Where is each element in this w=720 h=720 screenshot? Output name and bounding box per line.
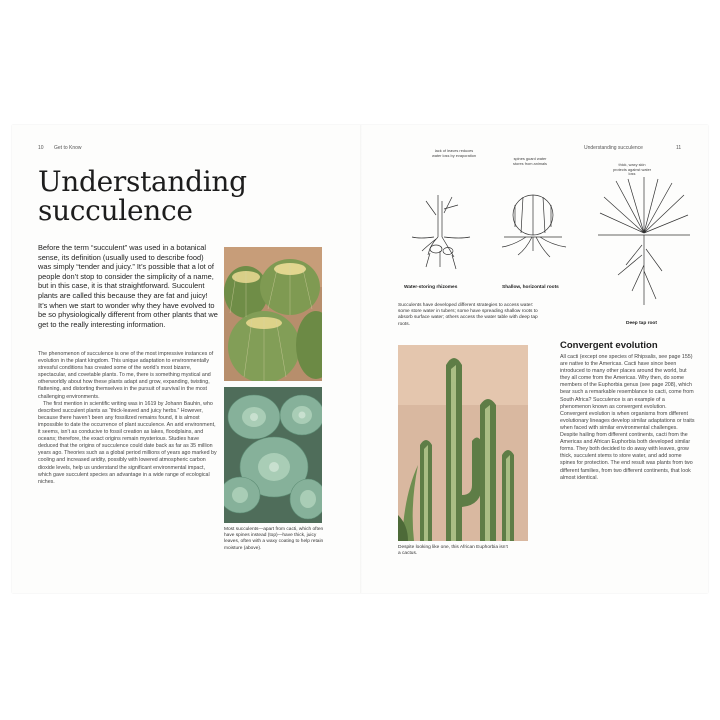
rhizome-plant-drawing xyxy=(400,175,480,275)
barrel-annotation: spines guard water stores from animals xyxy=(513,156,547,166)
euphorbia-photo xyxy=(398,345,528,541)
cactus-photo xyxy=(224,247,322,381)
cactus-photo-image xyxy=(224,247,322,381)
section-heading: Convergent evolution xyxy=(560,340,658,351)
body-paragraph-2: The first mention in scientific writing was in 1619 by Johann Bauhin, who described succulent plants as “thick-leaved and juicy herbs.” However, because there haven’t been any fossilized remains found, it is almost impossible to date the occurrence of plant succulence. An arid environment, it seems, isn’t as conducive to fossil creation as lakes, floodplains, and oceans; therefore, the exact origins remain mysterious. Studies have deduced that the origins of succulence could date back as far as 35 million years ago. Theories such as a global period millions of years ago marked by cooling and increased aridity, possibly with lowered atmospheric carbon dioxide levels, help us understand the significant environmental impact, which gave succulent species an advantage in a wide range of ecological niches. xyxy=(38,400,217,485)
title-line-2: succulence xyxy=(38,194,193,227)
echeveria-photo-image xyxy=(224,387,322,523)
rhizome-annotation: lack of leaves reduces water loss by evaporation xyxy=(431,148,477,158)
euphorbia-caption: Despite looking like one, this African Euphorbia isn’t a cactus. xyxy=(398,545,508,557)
rhizome-label: Water-storing rhizomes xyxy=(404,285,458,290)
barrel-cactus-drawing xyxy=(496,185,570,275)
tap-root-annotation: thick, waxy skin protects against water loss xyxy=(612,162,652,177)
body-text-left xyxy=(38,351,218,486)
echeveria-photo xyxy=(224,387,322,523)
tap-root-label: Deep tap root xyxy=(626,321,657,326)
left-running-head: Get to Know xyxy=(54,145,82,151)
tap-root-plant-drawing xyxy=(596,175,692,315)
right-page-number: 11 xyxy=(676,145,682,151)
body-text-right: All cacti (except one species of Rhipsalis, see page 155) are native to the Americas. Cacti have since been introduced to many other places around the world, but they all come from the Americas. Why then, do some members of the Euphorbia genus (see page 208), which bear such a remarkable resemblance to cacti, come from South Africa? Succulence is an example of a phenomenon known as convergent evolution. Convergent evolution is when organisms from different evolutionary lineages develop similar adaptations or traits when faced with similar environmental challenges. Despite hailing from different continents, cacti from the Americas and African Euphorbia both developed similar forms. They both decided to do away with leaves, grow thick, succulent stems to store water, and add some spines for protection. The end result was plants from two different families, from two different continents, that look almost identical. xyxy=(560,354,695,481)
illustration-caption: Succulents have developed different strategies to access water: some store water in tubers; some have spreading shallow roots to absorb surface water; others access the water table with deep tap roots. xyxy=(398,303,538,327)
book-spread xyxy=(12,125,708,593)
right-running-head: Understanding succulence xyxy=(584,145,643,151)
page-gutter xyxy=(360,125,362,593)
page-title xyxy=(38,167,278,225)
body-paragraph-1: The phenomenon of succulence is one of the most impressive instances of evolution in the plant kingdom. This unique adaptation to environmentally stressful conditions has created some of the world’s most bizarre, spectacular, and covetable plants. To me, there is something mystical and otherworldly about how these plants adapt and grow, expanding, twisting, flattening, and distorting themselves in the pursuit of survival in the most challenging environments. xyxy=(38,351,214,400)
euphorbia-photo-image xyxy=(398,345,528,541)
photo-caption-left: Most succulents—apart from cacti, which often have spines instead (top)—have thick, juicy leaves, often with a waxy coating to help retain moisture (above). xyxy=(224,527,324,551)
barrel-label: Shallow, horizontal roots xyxy=(502,285,559,290)
title-line-1: Understanding xyxy=(38,165,247,198)
intro-paragraph: Before the term “succulent” was used in a botanical sense, its definition (usually used to describe food) was simply “tender and juicy.” It’s possible that a lot of people don’t stop to consider the simplicity of a name, but in this case, it is that straightforward. Succulent plants are called this because they are fat and juicy! It’s when we start to wonder why they have evolved to be so physiologically different from other plants that we get to the really interesting information. xyxy=(38,243,218,329)
left-page-number: 10 xyxy=(38,145,44,151)
